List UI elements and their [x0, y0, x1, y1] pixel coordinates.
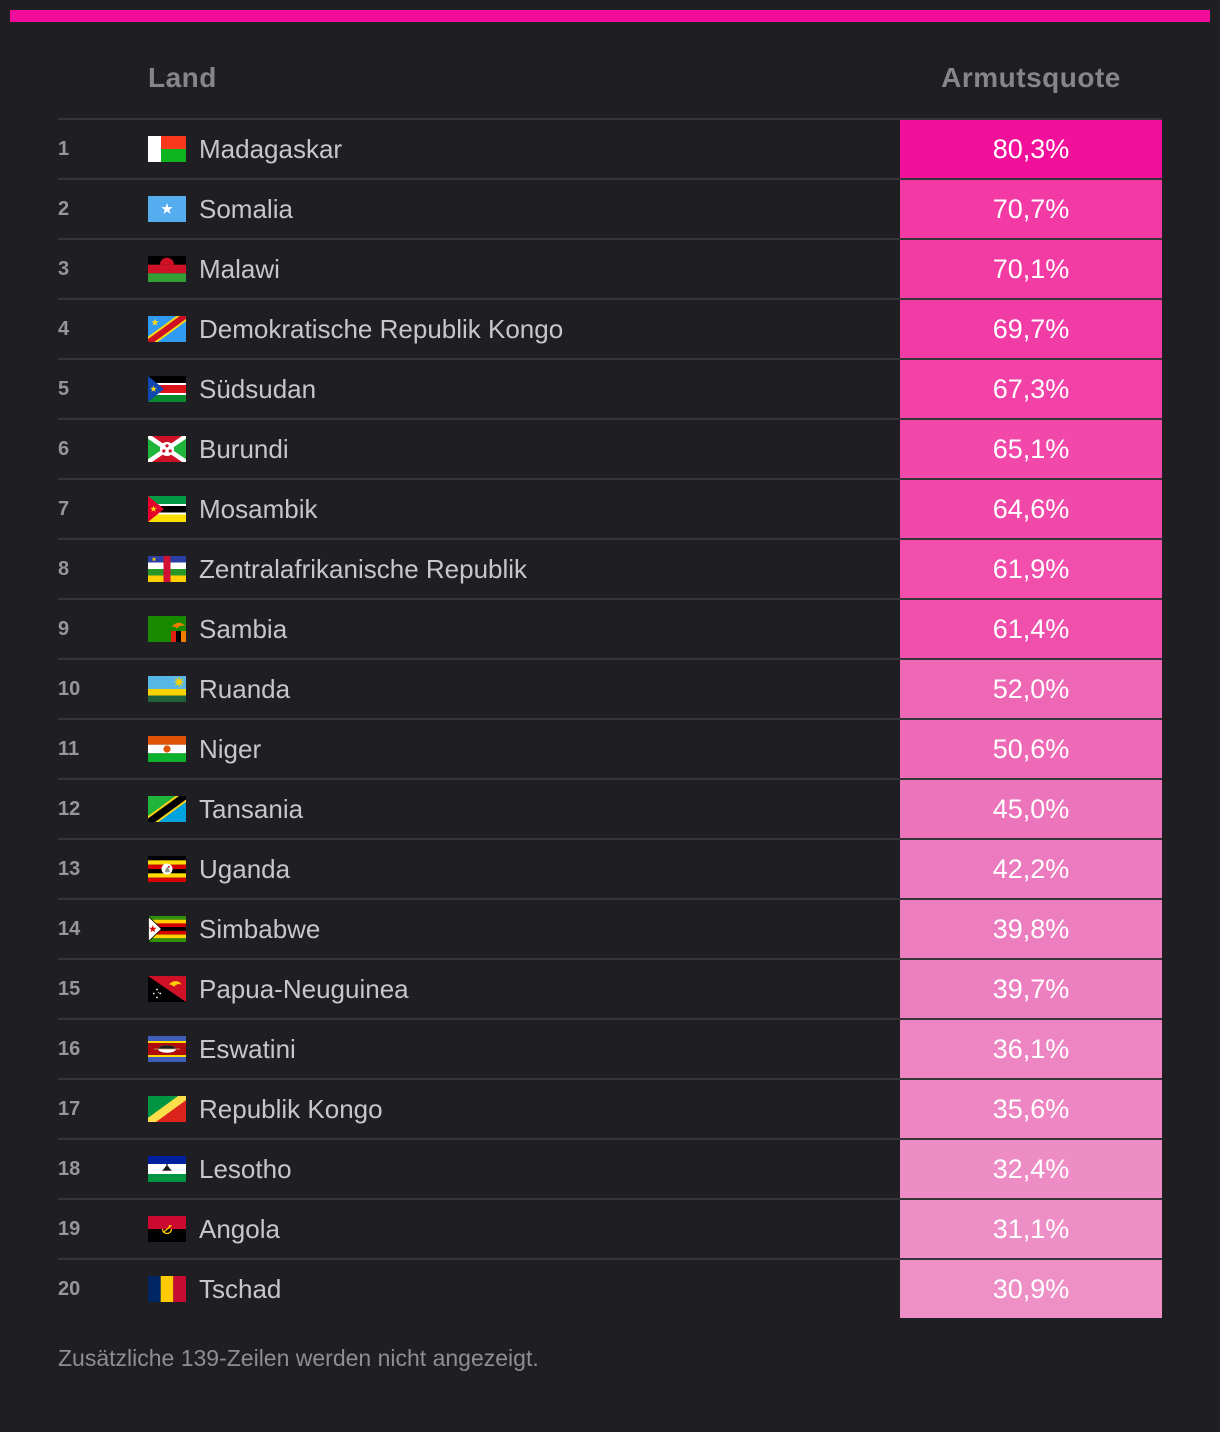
row-rank: 13 [58, 857, 81, 880]
poverty-rate-cell: 64,6% [900, 480, 1162, 538]
country-name: Mosambik [199, 493, 318, 524]
poverty-rate-cell: 42,2% [900, 840, 1162, 898]
flag-congo-icon [148, 1096, 186, 1122]
country-name: Republik Kongo [199, 1093, 383, 1124]
row-rank: 1 [58, 137, 70, 160]
row-rank: 20 [58, 1277, 81, 1300]
table-row [58, 298, 1162, 358]
flag-tanzania-icon [148, 796, 186, 822]
table-row [58, 718, 1162, 778]
poverty-rate-cell: 69,7% [900, 300, 1162, 358]
poverty-rate-cell: 52,0% [900, 660, 1162, 718]
flag-zimbabwe-icon [148, 916, 186, 942]
poverty-rate-cell: 67,3% [900, 360, 1162, 418]
poverty-rate-cell: 31,1% [900, 1200, 1162, 1258]
row-rank: 10 [58, 677, 81, 700]
poverty-rate-cell: 50,6% [900, 720, 1162, 778]
poverty-rate-cell: 39,8% [900, 900, 1162, 958]
row-rank: 6 [58, 437, 70, 460]
country-name: Niger [199, 733, 262, 764]
flag-png-icon [148, 976, 186, 1002]
table-row [58, 1258, 1162, 1318]
table-row [58, 1078, 1162, 1138]
table-row [58, 898, 1162, 958]
country-name: Angola [199, 1213, 280, 1244]
table-header-row [58, 22, 1162, 118]
table-row [58, 118, 1162, 178]
country-name: Zentralafrikanische Republik [199, 553, 528, 584]
flag-uganda-icon [148, 856, 186, 882]
footer-note: Zusätzliche 139-Zeilen werden nicht angezeigt. [58, 1345, 539, 1371]
row-rank: 11 [58, 737, 80, 760]
table-row [58, 478, 1162, 538]
country-name: Ruanda [199, 673, 291, 704]
flag-niger-icon [148, 736, 186, 762]
poverty-rate-cell: 32,4% [900, 1140, 1162, 1198]
flag-angola-icon [148, 1216, 186, 1242]
table-row [58, 958, 1162, 1018]
flag-car-icon [148, 556, 186, 582]
poverty-rate-cell: 39,7% [900, 960, 1162, 1018]
country-name: Somalia [199, 193, 293, 224]
row-rank: 15 [58, 977, 81, 1000]
row-rank: 8 [58, 557, 70, 580]
country-name: Uganda [199, 853, 291, 884]
row-rank: 16 [58, 1037, 81, 1060]
row-rank: 4 [58, 317, 70, 340]
country-name: Malawi [199, 253, 280, 284]
column-header-land: Land [148, 62, 217, 93]
flag-burundi-icon [148, 436, 186, 462]
row-rank: 7 [58, 497, 70, 520]
poverty-rate-cell: 70,1% [900, 240, 1162, 298]
table-row [58, 1018, 1162, 1078]
flag-chad-icon [148, 1276, 186, 1302]
table-row [58, 658, 1162, 718]
flag-mozambique-icon [148, 496, 186, 522]
country-name: Sambia [199, 613, 288, 644]
poverty-rate-cell: 36,1% [900, 1020, 1162, 1078]
table-row [58, 418, 1162, 478]
country-name: Eswatini [199, 1033, 296, 1064]
table-row [58, 778, 1162, 838]
country-name: Tansania [199, 793, 304, 824]
flag-eswatini-icon [148, 1036, 186, 1062]
row-rank: 17 [58, 1097, 81, 1120]
flag-madagascar-icon [148, 136, 186, 162]
poverty-rate-cell: 65,1% [900, 420, 1162, 478]
country-name: Lesotho [199, 1153, 292, 1184]
table-row [58, 238, 1162, 298]
table-row [58, 1198, 1162, 1258]
top-accent-bar [10, 10, 1210, 22]
flag-somalia-icon [148, 196, 186, 222]
flag-drcongo-icon [148, 316, 186, 342]
row-rank: 19 [58, 1217, 81, 1240]
table-row [58, 538, 1162, 598]
table-row [58, 838, 1162, 898]
country-name: Burundi [199, 433, 289, 464]
poverty-rate-cell: 61,4% [900, 600, 1162, 658]
poverty-rate-cell: 61,9% [900, 540, 1162, 598]
flag-malawi-icon [148, 256, 186, 282]
row-rank: 12 [58, 797, 81, 820]
flag-zambia-icon [148, 616, 186, 642]
poverty-rate-cell: 30,9% [900, 1260, 1162, 1318]
poverty-rate-cell: 80,3% [900, 120, 1162, 178]
table-body [58, 118, 1162, 1318]
poverty-rate-cell: 45,0% [900, 780, 1162, 838]
country-name: Demokratische Republik Kongo [199, 313, 564, 344]
poverty-rate-cell: 35,6% [900, 1080, 1162, 1138]
flag-lesotho-icon [148, 1156, 186, 1182]
row-rank: 5 [58, 377, 70, 400]
table-row [58, 178, 1162, 238]
column-header-armutsquote: Armutsquote [941, 62, 1121, 93]
table-row [58, 598, 1162, 658]
country-name: Papua-Neuguinea [199, 973, 409, 1004]
row-rank: 3 [58, 257, 70, 280]
poverty-rate-cell: 70,7% [900, 180, 1162, 238]
country-name: Simbabwe [199, 913, 321, 944]
row-rank: 2 [58, 197, 70, 220]
table-row [58, 358, 1162, 418]
table-container [58, 22, 1162, 1372]
country-name: Tschad [199, 1273, 282, 1304]
flag-rwanda-icon [148, 676, 186, 702]
flag-southsudan-icon [148, 376, 186, 402]
row-rank: 9 [58, 617, 70, 640]
country-name: Madagaskar [199, 133, 343, 164]
table-row [58, 1138, 1162, 1198]
row-rank: 18 [58, 1157, 81, 1180]
country-name: Südsudan [199, 373, 317, 404]
row-rank: 14 [58, 917, 81, 940]
